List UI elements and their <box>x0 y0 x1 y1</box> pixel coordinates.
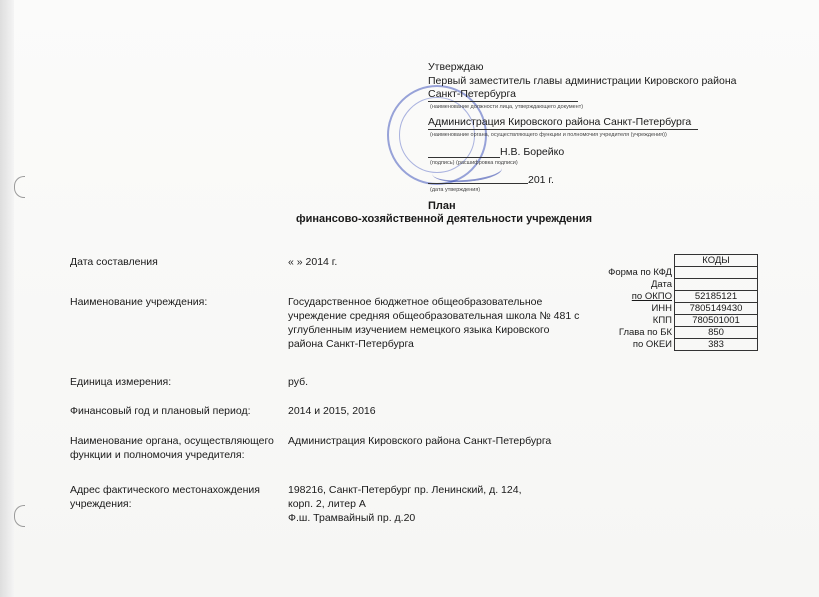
approval-year: 201 г. <box>528 174 554 186</box>
authority-underline <box>428 129 698 130</box>
code-label-inn: ИНН <box>651 303 672 314</box>
code-value-kfd <box>675 267 758 279</box>
authority-caption: (наименование органа, осуществляющего функции и полномочия учредителя (учреждения)) <box>430 132 667 138</box>
code-value-okei: 383 <box>675 339 758 351</box>
position-underline <box>428 101 578 102</box>
document-title: План <box>428 200 456 212</box>
address-line3: Ф.ш. Трамвайный пр. д.20 <box>288 512 416 524</box>
code-value-okpo: 52185121 <box>675 291 758 303</box>
founder-label-line1: Наименование органа, осуществляющего <box>70 435 274 447</box>
document-subtitle: финансово-хозяйственной деятельности учреждения <box>296 213 592 225</box>
address-label-line1: Адрес фактического местонахождения <box>70 484 260 496</box>
page-edge <box>0 0 14 597</box>
code-value-bk: 850 <box>675 327 758 339</box>
code-label-okpo: по ОКПО <box>631 291 672 302</box>
binder-ring-icon <box>14 176 25 198</box>
institution-name-line2: учреждение средняя общеобразовательная школа № 481 с <box>288 310 580 322</box>
code-value-inn: 7805149430 <box>675 303 758 315</box>
authority-name: Администрация Кировского района Санкт-Петербурга <box>428 116 692 128</box>
fiscal-year-value: 2014 и 2015, 2016 <box>288 405 376 417</box>
date-line <box>428 183 528 184</box>
institution-name-line3: углубленным изучением немецкого языка Кировского <box>288 324 550 336</box>
approve-heading: Утверждаю <box>428 61 484 73</box>
institution-name-line4: района Санкт-Петербурга <box>288 338 414 350</box>
unit-label: Единица измерения: <box>70 376 172 388</box>
approver-city: Санкт-Петербурга <box>428 88 516 100</box>
date-caption: (дата утверждения) <box>430 187 481 193</box>
institution-name-line1: Государственное бюджетное общеобразовательное <box>288 296 543 308</box>
binder-ring-icon <box>14 505 25 527</box>
address-label-line2: учреждения: <box>70 498 132 510</box>
code-label-kpp: КПП <box>652 315 672 326</box>
code-label-bk: Глава по БК <box>618 327 672 338</box>
founder-value: Администрация Кировского района Санкт-Петербурга <box>288 435 552 447</box>
position-caption: (наименование должности лица, утверждающего документ) <box>430 104 584 110</box>
signature-line <box>428 157 500 158</box>
approver-position: Первый заместитель главы администрации Кировского района <box>428 75 737 87</box>
fiscal-year-label: Финансовый год и плановый период: <box>70 405 251 417</box>
date-value: « » 2014 г. <box>288 256 338 268</box>
address-line2: корп. 2, литер А <box>288 498 366 510</box>
unit-value: руб. <box>288 376 309 388</box>
institution-label: Наименование учреждения: <box>70 296 208 308</box>
code-label-kfd: Форма по КФД <box>608 267 672 278</box>
code-value-kpp: 780501001 <box>675 315 758 327</box>
code-value-date <box>675 279 758 291</box>
codes-table <box>674 254 758 351</box>
address-line1: 198216, Санкт-Петербург пр. Ленинский, д. 124, <box>288 484 522 496</box>
codes-header: КОДЫ <box>675 255 758 267</box>
signature-caption: (подпись) (расшифровка подписи) <box>430 160 518 166</box>
code-label-date: Дата <box>650 279 672 290</box>
code-label-okei: по ОКЕИ <box>632 339 672 350</box>
signer-name: Н.В. Борейко <box>500 146 565 158</box>
founder-label-line2: функции и полномочия учредителя: <box>70 449 245 461</box>
date-label: Дата составления <box>70 256 158 268</box>
